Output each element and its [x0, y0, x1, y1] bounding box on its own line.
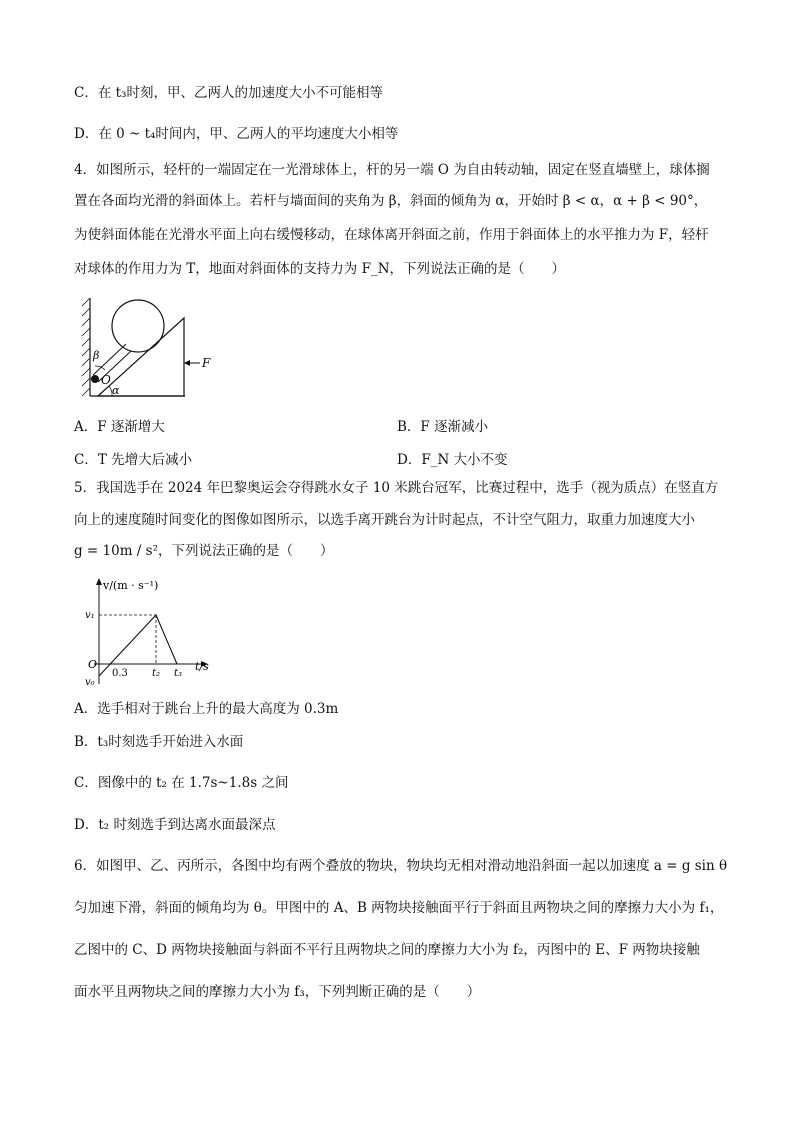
q5-option-d: D．t₂ 时刻选手到达离水面最深点	[74, 817, 276, 833]
q6-stem-line-4: 面水平且两物块之间的摩擦力大小为 f₃，下列判断正确的是（ ）	[74, 984, 481, 1000]
q5-velocity-time-graph	[82, 572, 222, 692]
q6-stem-line-3: 乙图中的 C、D 两物块接触面与斜面不平行且两物块之间的摩擦力大小为 f₂，丙图中的 E、F 两物块接触	[74, 942, 700, 958]
q3-option-d: D．在 0 ~ t₄时间内，甲、乙两人的平均速度大小相等	[74, 126, 399, 142]
q4-stem-line-3: 为使斜面体能在光滑水平面上向右缓慢移动，在球体离开斜面之前，作用于斜面体上的水平推力为 F，轻杆	[74, 227, 709, 243]
q4-option-c: C．T 先增大后减小	[74, 452, 193, 468]
q5-graph-tick-t3: t₃	[174, 668, 183, 679]
q5-graph-tick-0-3: 0.3	[112, 668, 128, 679]
q5-graph-tick-v1: v₁	[85, 610, 95, 621]
q5-stem-line-2: 向上的速度随时间变化的图像如图所示，以选手离开跳台为计时起点，不计空气阻力，取重力加速度大小	[74, 512, 695, 528]
q4-stem-line-2: 置在各面均光滑的斜面体上。若杆与墙面间的夹角为 β，斜面的倾角为 α，开始时 β < α，α + β < 90°，	[74, 193, 708, 209]
q5-graph-ylabel: v/(m · s⁻¹)	[103, 579, 159, 592]
q4-figure-sphere-on-wedge	[80, 296, 220, 401]
q5-option-a: A．选手相对于跳台上升的最大高度为 0.3m	[74, 701, 339, 717]
q3-option-c: C．在 t₃时刻，甲、乙两人的加速度大小不可能相等	[74, 85, 383, 101]
q4-fig-label-beta: β	[93, 349, 100, 362]
q5-graph-xlabel: t/s	[195, 660, 209, 673]
q4-option-a: A．F 逐渐增大	[74, 419, 165, 435]
q5-option-b: B．t₃时刻选手开始进入水面	[74, 734, 244, 750]
q6-stem-line-1: 6．如图甲、乙、丙所示，各图中均有两个叠放的物块，物块均无相对滑动地沿斜面一起以加速度 a = g sin θ	[74, 858, 728, 874]
q4-stem-line-4: 对球体的作用力为 T，地面对斜面体的支持力为 F_N，下列说法正确的是（ ）	[74, 261, 566, 277]
q5-graph-origin: O	[88, 658, 98, 671]
q5-stem-line-3: g = 10m / s²，下列说法正确的是（ ）	[74, 543, 334, 559]
q5-graph-tick-v0: v₀	[85, 677, 95, 688]
q4-option-d: D．F_N 大小不变	[397, 452, 508, 468]
q5-stem-line-1: 5．我国选手在 2024 年巴黎奥运会夺得跳水女子 10 米跳台冠军，比赛过程中，选手（视为质点）在竖直方	[74, 480, 719, 496]
q4-fig-label-alpha: α	[112, 384, 120, 397]
q4-fig-label-f: F	[202, 356, 211, 370]
q4-stem-line-1: 4．如图所示，轻杆的一端固定在一光滑球体上，杆的另一端 O 为自由转动轴，固定在竖直墙壁上，球体搁	[74, 162, 710, 178]
q5-option-c: C．图像中的 t₂ 在 1.7s~1.8s 之间	[74, 775, 289, 791]
q5-graph-tick-t2: t₂	[152, 668, 161, 679]
q4-option-b: B．F 逐渐减小	[397, 419, 489, 435]
q6-stem-line-2: 匀加速下滑，斜面的倾角均为 θ。甲图中的 A、B 两物块接触面平行于斜面且两物块之间的摩擦力大小为 f₁，	[74, 900, 724, 916]
q4-fig-label-o: O	[101, 373, 111, 387]
